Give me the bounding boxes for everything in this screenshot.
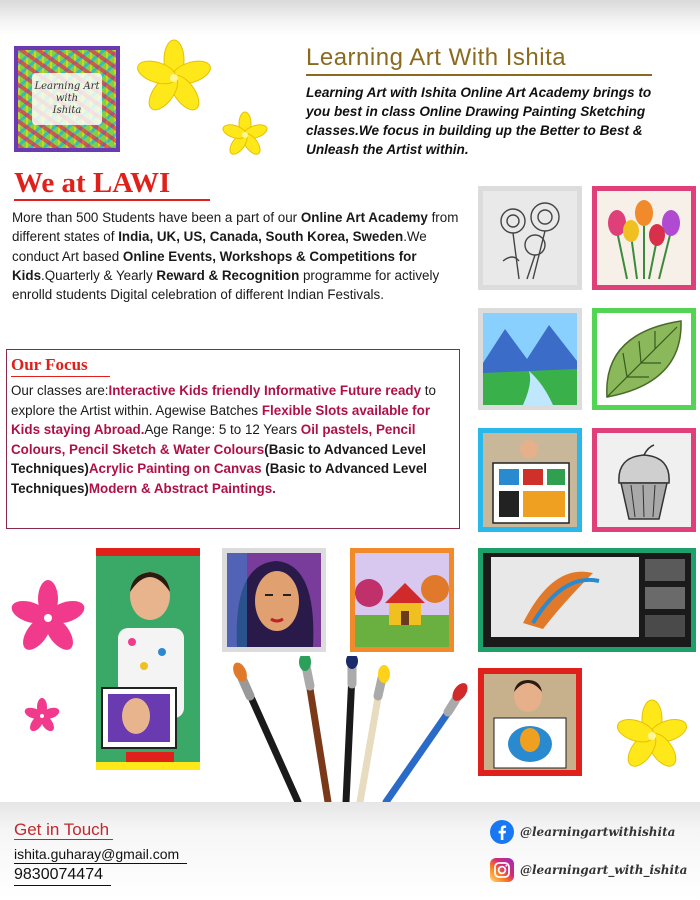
house-landscape-image — [355, 553, 449, 647]
brand-title-underline — [306, 74, 652, 76]
logo-text: Learning Art with Ishita — [34, 81, 100, 116]
lawi-heading: We at LAWI — [14, 167, 171, 199]
kid-with-ganesha-image — [484, 674, 576, 770]
kid-photo-frame — [96, 548, 200, 770]
email-underline — [14, 863, 187, 864]
lawi-text-run: Online Events, Workshops & Competitions for Kids — [12, 248, 417, 283]
art-flower-sketch — [478, 186, 582, 290]
art-tulips — [592, 186, 696, 290]
lawi-text-run: More than 500 Students have been a part of our — [12, 210, 301, 225]
art-woman-portrait — [222, 548, 326, 652]
focus-text-run: Modern & Abstract Paintings. — [88, 480, 276, 496]
yellow-flower-bottom-icon — [612, 696, 692, 776]
kid-with-art-image — [483, 433, 577, 527]
logo-label-plate — [32, 73, 102, 125]
paint-brushes-icon — [228, 656, 468, 804]
kid-holding-painting-image — [96, 556, 200, 762]
yellow-flower-small-icon — [220, 110, 270, 160]
lawi-text-run: India, UK, US, Canada, South Korea, Sweden — [118, 229, 404, 245]
flower-sketch-image — [483, 191, 577, 285]
get-in-touch-underline — [14, 839, 113, 840]
cupcake-sketch-image — [597, 433, 691, 527]
lawi-text-run: Online Art Academy — [300, 210, 428, 225]
focus-text-run: Interactive Kids friendly Informative Future ready — [108, 383, 422, 398]
lawi-text-run: .We conduct Art based — [12, 229, 427, 264]
facebook-handle[interactable]: @learningartwithishita — [520, 825, 676, 839]
email-link[interactable]: ishita.guharay@gmail.com — [14, 846, 180, 862]
focus-text-run: (Basic to Advanced Level Techniques) — [11, 441, 426, 477]
instagram-handle[interactable]: @learningart_with_ishita — [520, 863, 688, 877]
focus-text-run: Our classes are: — [11, 383, 109, 398]
pink-flower-small-icon — [22, 696, 62, 736]
photo-online-class — [478, 548, 696, 652]
lawi-heading-underline — [14, 199, 210, 201]
tulips-image — [597, 191, 691, 285]
focus-text-run: Flexible Slots available for Kids staying Abroad. — [11, 402, 431, 438]
top-band — [0, 0, 700, 36]
art-leaf — [592, 308, 696, 410]
art-house-landscape — [350, 548, 454, 652]
brand-title: Learning Art With Ishita — [306, 44, 567, 71]
woman-portrait-image — [227, 553, 321, 647]
focus-text-run: Oil pastels, Pencil Colours, Pencil Sketch & Water Colours — [11, 422, 416, 457]
kid-with-ganesha-frame — [478, 668, 582, 776]
focus-text-run: to explore the Artist within. Agewise Batches — [11, 383, 436, 418]
focus-paragraph — [11, 381, 456, 499]
phone-underline — [14, 885, 111, 886]
art-cupcake-sketch — [592, 428, 696, 532]
online-class-screen-image — [483, 553, 691, 647]
lawi-text-run: programme for actively enrolld students Digital celebration of different Indian Festivals. — [12, 267, 440, 303]
instagram-icon[interactable] — [490, 858, 514, 882]
focus-text-run: (Basic to Advanced Level Techniques) — [11, 461, 427, 496]
facebook-icon[interactable] — [490, 820, 514, 844]
focus-text-run: Age Range: 5 to 12 Years — [144, 422, 301, 438]
lawi-paragraph — [12, 208, 462, 304]
brand-description: Learning Art with Ishita Online Art Academy brings to you best in class Online Drawing Painting Sketching classes.We focus in building up the Better to Best & Unleash the Artist within. — [306, 85, 652, 157]
yellow-flower-large-icon — [134, 38, 214, 118]
lawi-text-run: Reward & Recognition — [156, 267, 300, 283]
lawi-text-run: from different states of — [12, 210, 459, 245]
academy-logo — [14, 46, 120, 152]
get-in-touch-heading: Get in Touch — [14, 820, 110, 839]
mountain-river-image — [483, 313, 577, 405]
pink-flower-large-icon — [8, 578, 88, 658]
lawi-text-run: .Quarterly & Yearly — [41, 267, 157, 283]
art-mountain-river — [478, 308, 582, 410]
photo-kid-with-art — [478, 428, 582, 532]
focus-text-run: Acrylic Painting on Canvas — [88, 461, 266, 477]
phone-number[interactable]: 9830074474 — [14, 866, 103, 883]
focus-heading: Our Focus — [11, 355, 88, 374]
focus-heading-underline — [11, 376, 110, 377]
leaf-image — [597, 313, 691, 405]
